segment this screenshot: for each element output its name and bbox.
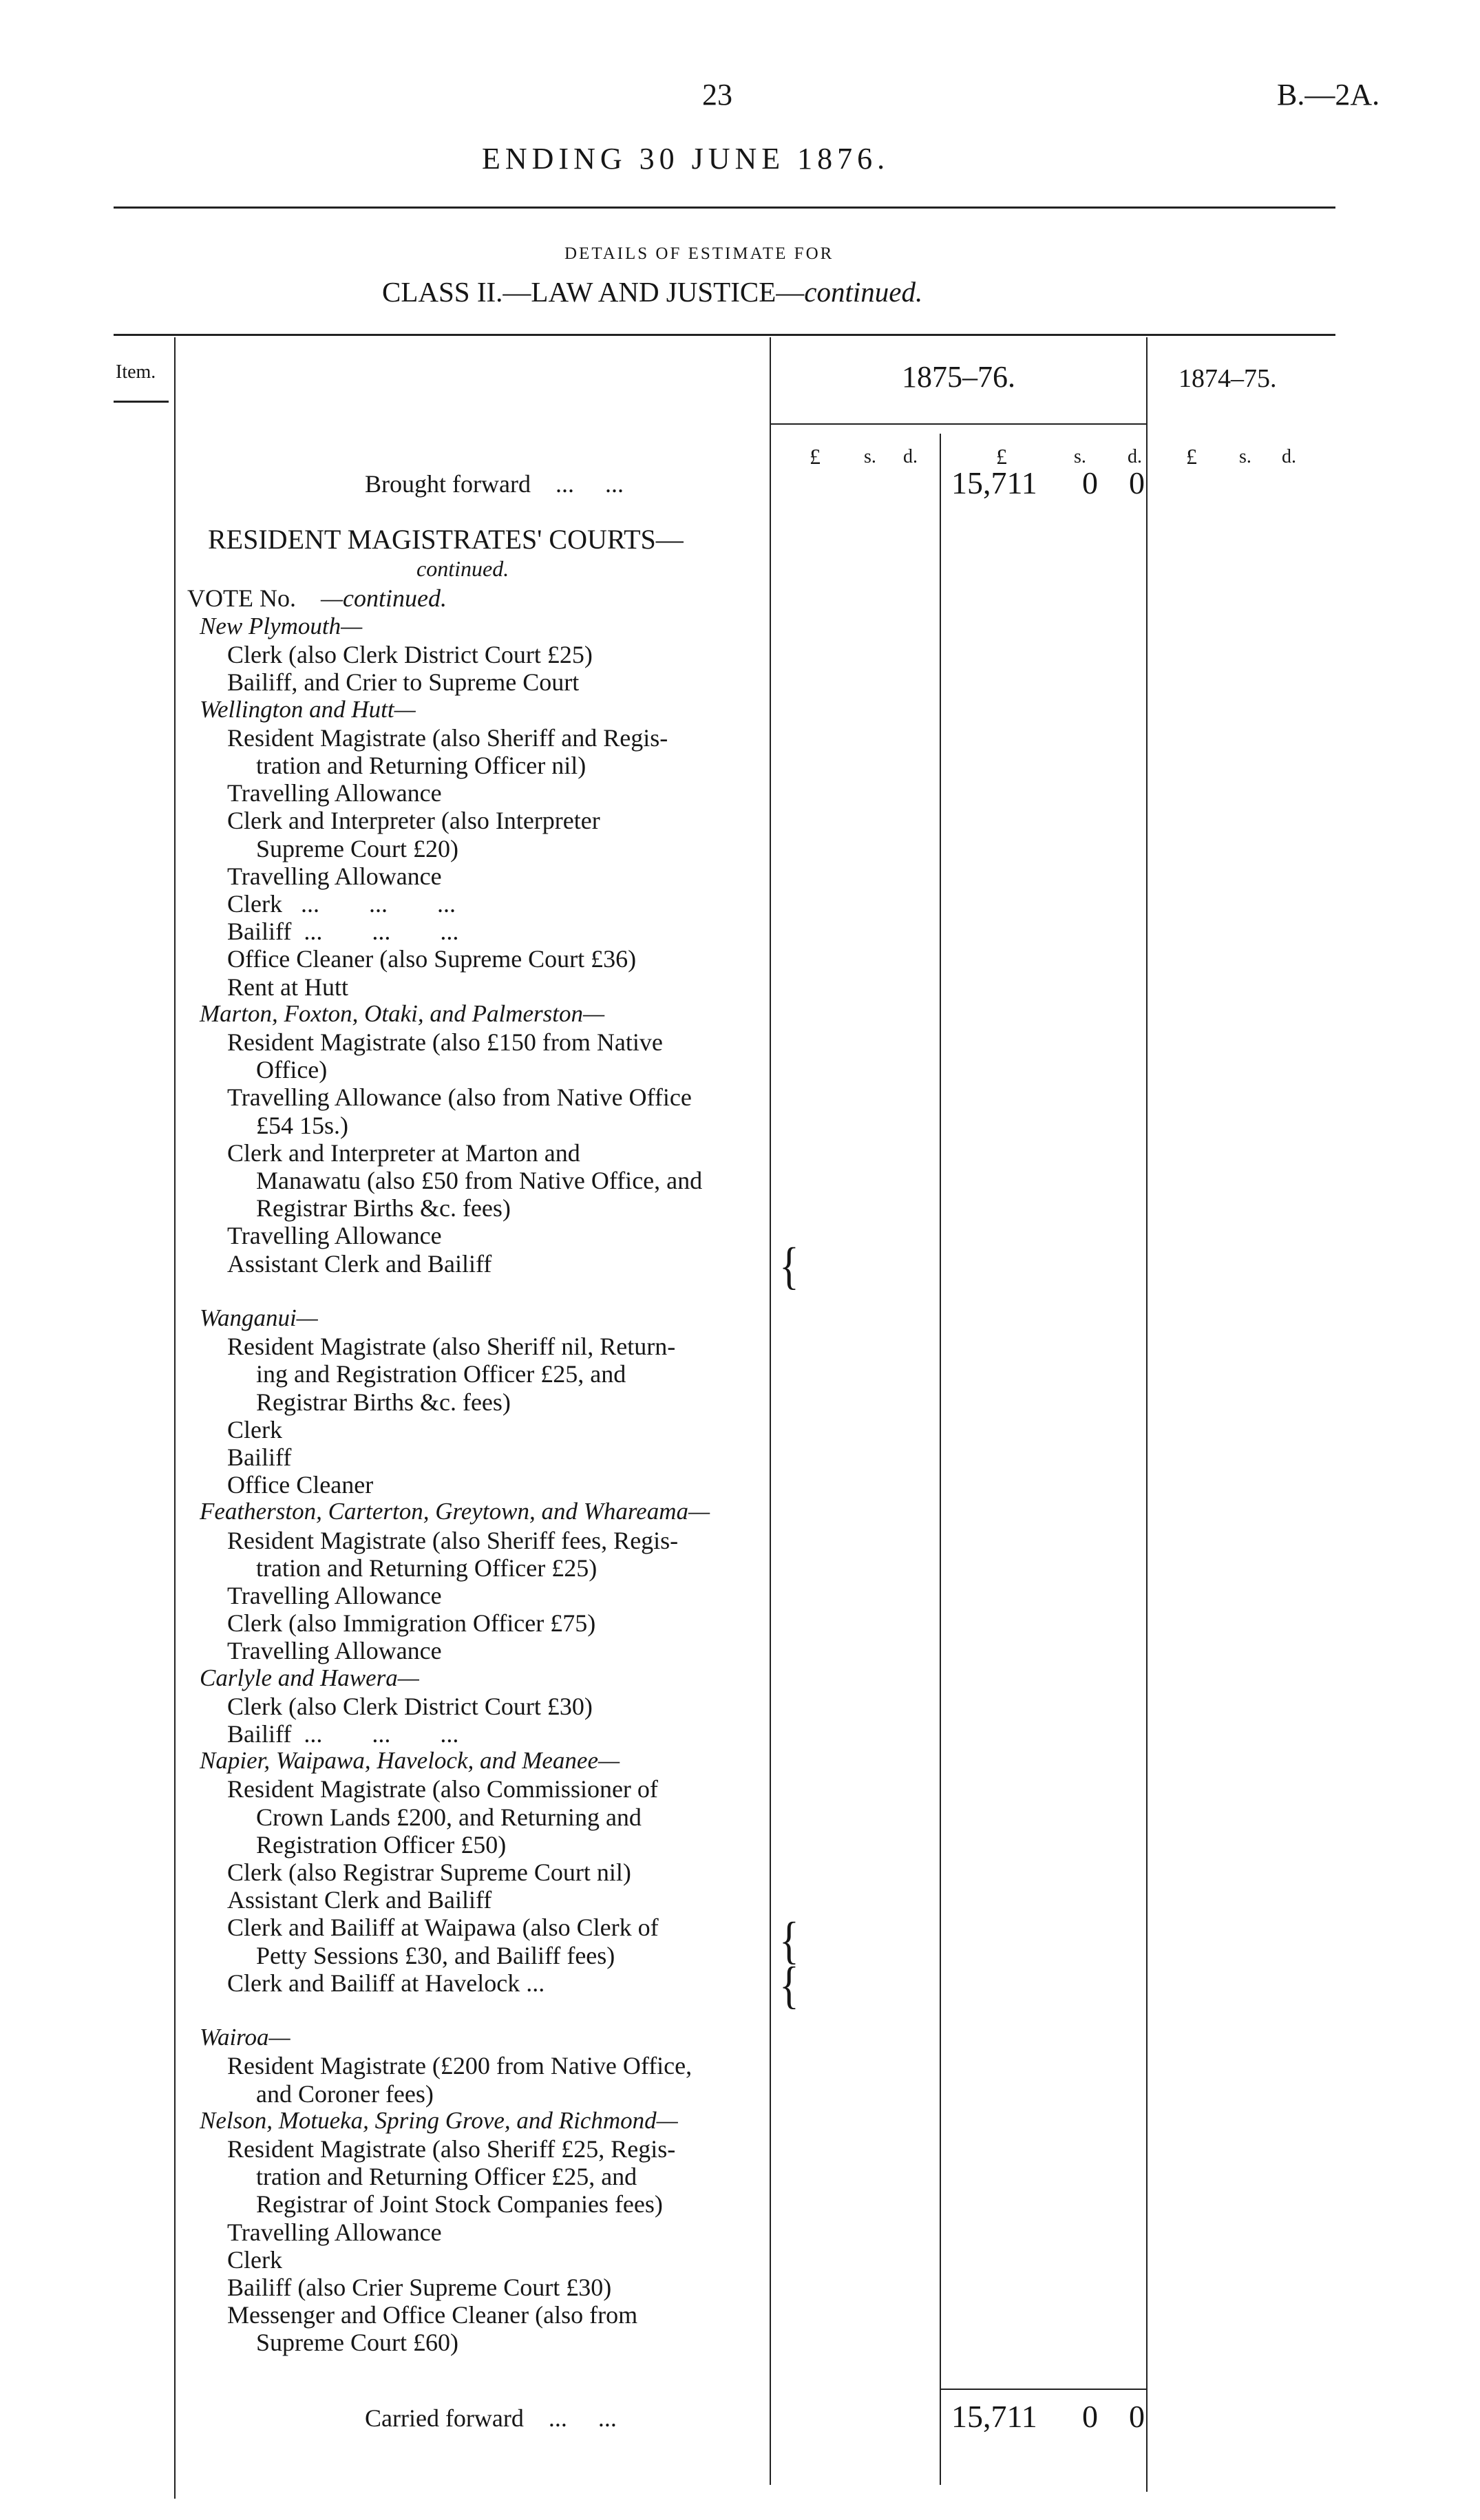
item-description: Resident Magistrate (also Commissioner of <box>227 1775 658 1803</box>
carried-forward-total: 15,711 <box>951 2399 1037 2434</box>
item-description: Resident Magistrate (also Sheriff and Regis- <box>227 723 668 752</box>
carried-forward-rule <box>941 2389 1146 2390</box>
item-description: £54 15s.) <box>256 1111 348 1139</box>
header-rule <box>114 207 1335 209</box>
class-title: CLASS II.—LAW AND JUSTICE—continued. <box>382 276 923 308</box>
place-heading: Wanganui— <box>200 1304 318 1331</box>
item-description: Messenger and Office Cleaner (also from <box>227 2301 638 2329</box>
total-pence-header: d. <box>1128 446 1142 467</box>
carried-forward-shillings: 0 <box>1082 2399 1098 2434</box>
item-description: Registration Officer £50) <box>256 1830 507 1859</box>
item-description: Clerk <box>227 1415 282 1443</box>
total-shilling-header: s. <box>1074 446 1086 467</box>
item-column-header: Item. <box>116 361 156 383</box>
carried-forward-pence: 0 <box>1129 2399 1145 2434</box>
item-description: Assistant Clerk and Bailiff <box>227 1249 492 1278</box>
item-description: Registrar Births &c. fees) <box>256 1388 511 1416</box>
item-description: Travelling Allowance <box>227 779 442 807</box>
brought-forward-pence: 0 <box>1129 465 1145 500</box>
item-description: Travelling Allowance <box>227 1222 442 1250</box>
current-pence-header: d. <box>903 446 918 467</box>
item-description: Clerk and Interpreter at Marton and <box>227 1139 580 1167</box>
previous-shilling-header: s. <box>1239 446 1251 467</box>
page-number: 23 <box>702 78 732 112</box>
previous-pence-header: d. <box>1282 446 1296 467</box>
ending-line: ENDING 30 JUNE 1876. <box>482 142 890 176</box>
item-description: Clerk (also Clerk District Court £25) <box>227 641 593 669</box>
item-description: Bailiff (also Crier Supreme Court £30) <box>227 2274 612 2301</box>
item-description: Clerk (also Immigration Officer £75) <box>227 1609 596 1638</box>
brought-forward-label: Brought forward ... ... <box>365 470 624 498</box>
item-description: tration and Returning Officer £25, and <box>256 2163 637 2191</box>
place-heading: Featherston, Carterton, Greytown, and Whareama— <box>200 1498 710 1525</box>
brought-forward-shillings: 0 <box>1082 465 1098 500</box>
item-description: Bailiff ... ... ... <box>227 1720 459 1748</box>
item-description: Rent at Hutt <box>227 973 348 1001</box>
item-description: Bailiff ... ... ... <box>227 918 459 946</box>
current-pound-header: £ <box>810 444 821 469</box>
item-description: Travelling Allowance <box>227 862 442 890</box>
item-column-divider <box>174 337 176 2499</box>
item-description: Resident Magistrate (also Sheriff nil, Return- <box>227 1333 676 1361</box>
item-description: Travelling Allowance (also from Native Office <box>227 1083 692 1112</box>
place-heading: New Plymouth— <box>200 613 363 639</box>
place-heading: Napier, Waipawa, Havelock, and Meanee— <box>200 1747 620 1775</box>
previous-pound-header: £ <box>1186 444 1197 469</box>
section-continued: continued. <box>416 556 509 581</box>
place-heading: Nelson, Motueka, Spring Grove, and Richmond— <box>200 2106 678 2134</box>
item-description: Resident Magistrate (also £150 from Native <box>227 1028 663 1056</box>
brace: { <box>779 1912 799 1969</box>
item-description: Crown Lands £200, and Returning and <box>256 1803 642 1831</box>
item-description: Registrar Births &c. fees) <box>256 1194 511 1222</box>
place-heading: Wellington and Hutt— <box>200 695 416 723</box>
item-description: Resident Magistrate (also Sheriff fees, Regis- <box>227 1526 679 1554</box>
item-description: and Coroner fees) <box>256 2079 434 2108</box>
brace: { <box>779 1237 799 1294</box>
current-detail-divider <box>940 434 941 2485</box>
item-description: Clerk (also Registrar Supreme Court nil) <box>227 1859 631 1886</box>
item-description: Registrar of Joint Stock Companies fees) <box>256 2190 663 2219</box>
item-description: Office Cleaner (also Supreme Court £36) <box>227 945 637 973</box>
item-description: Supreme Court £20) <box>256 834 458 862</box>
place-heading: Marton, Foxton, Otaki, and Palmerston— <box>200 999 605 1027</box>
item-description: Petty Sessions £30, and Bailiff fees) <box>256 1941 615 1969</box>
description-column-divider <box>770 337 771 2485</box>
year-current: 1875–76. <box>902 360 1015 394</box>
item-description: Office Cleaner <box>227 1471 374 1499</box>
item-description: Resident Magistrate (also Sheriff £25, Regis- <box>227 2135 676 2163</box>
item-description: Supreme Court £60) <box>256 2329 458 2357</box>
item-description: Clerk and Bailiff at Havelock ... <box>227 1969 545 1997</box>
item-description: Resident Magistrate (£200 from Native Office, <box>227 2052 693 2080</box>
item-description: Assistant Clerk and Bailiff <box>227 1886 492 1914</box>
place-heading: Carlyle and Hawera— <box>200 1664 419 1691</box>
item-description: Clerk and Interpreter (also Interpreter <box>227 807 600 835</box>
year-header-rule <box>770 423 1146 425</box>
item-description: Bailiff <box>227 1443 292 1471</box>
item-description: Travelling Allowance <box>227 2218 442 2246</box>
item-description: Office) <box>256 1056 328 1084</box>
item-description: Clerk and Bailiff at Waipawa (also Clerk of <box>227 1914 659 1942</box>
item-description: Manawatu (also £50 from Native Office, and <box>256 1167 703 1194</box>
item-description: ing and Registration Officer £25, and <box>256 1360 626 1388</box>
item-description: Clerk ... ... ... <box>227 890 456 918</box>
item-description: Travelling Allowance <box>227 1582 442 1609</box>
item-description: Clerk <box>227 2245 282 2274</box>
table-top-rule <box>114 334 1335 336</box>
item-description: tration and Returning Officer nil) <box>256 752 586 779</box>
section-title: RESIDENT MAGISTRATES' COURTS— <box>208 524 684 555</box>
item-description: Clerk (also Clerk District Court £30) <box>227 1692 593 1720</box>
carried-forward-label: Carried forward ... ... <box>365 2404 617 2432</box>
previous-year-divider <box>1146 337 1148 2492</box>
year-previous: 1874–75. <box>1178 364 1277 393</box>
item-description: tration and Returning Officer £25) <box>256 1554 598 1582</box>
details-line: DETAILS OF ESTIMATE FOR <box>564 244 834 263</box>
brace: { <box>779 1956 799 2014</box>
item-description: Bailiff, and Crier to Supreme Court <box>227 668 580 697</box>
vote-line: VOTE No. —continued. <box>187 584 447 612</box>
document-reference: B.—2A. <box>1277 78 1380 112</box>
item-header-rule <box>114 401 169 403</box>
place-heading: Wairoa— <box>200 2024 290 2051</box>
item-description: Travelling Allowance <box>227 1637 442 1665</box>
total-pound-header: £ <box>996 444 1007 469</box>
current-shilling-header: s. <box>864 446 876 467</box>
brought-forward-total: 15,711 <box>951 465 1037 500</box>
